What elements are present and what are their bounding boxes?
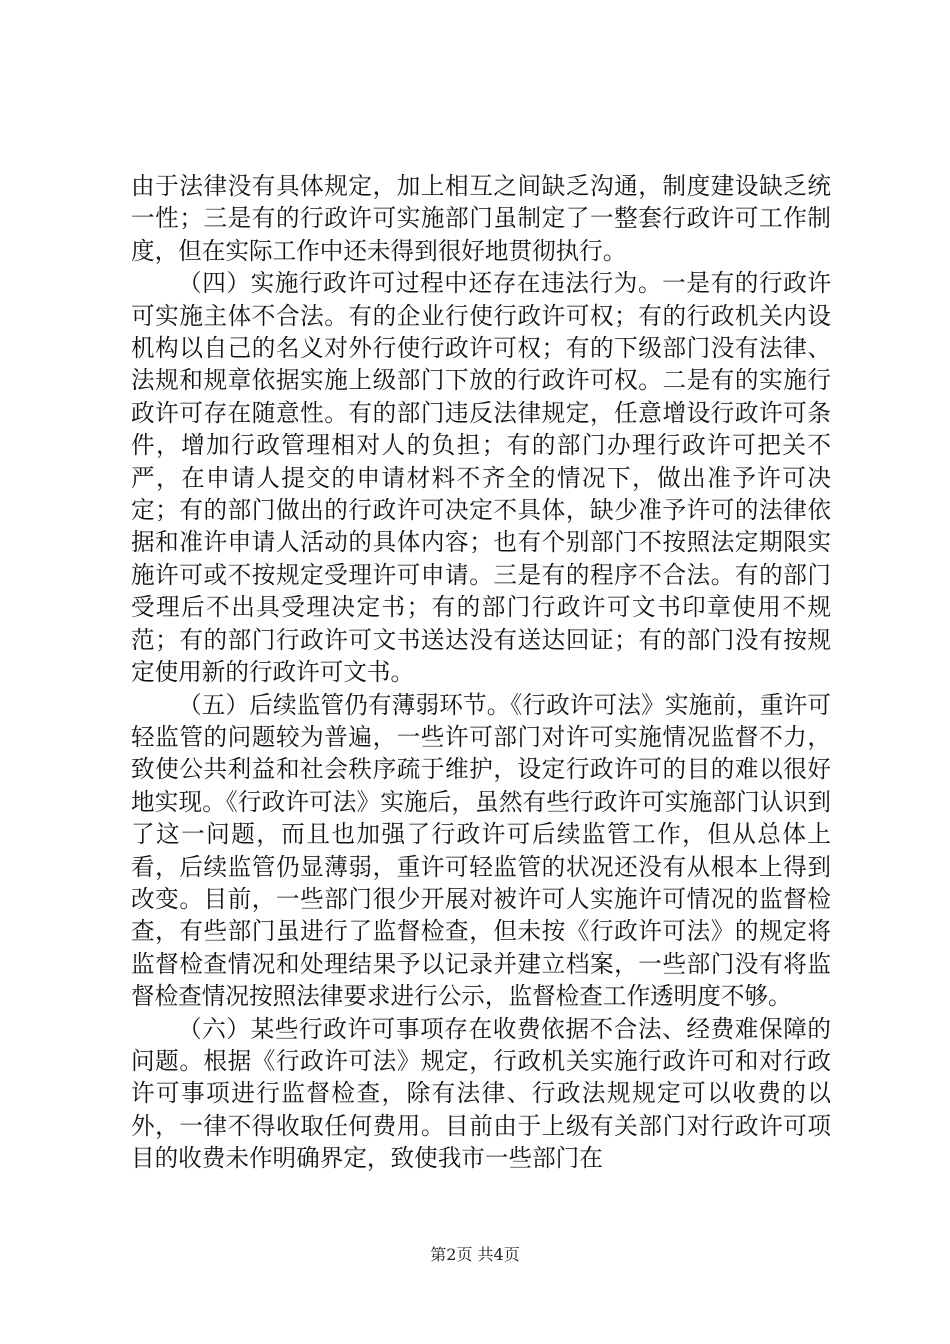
page-number-footer: 第2页 共4页 — [430, 1245, 520, 1264]
document-body — [131, 170, 831, 1175]
paragraph-section-4: （四）实施行政许可过程中还存在违法行为。一是有的行政许可实施主体不合法。有的企业行使行政许可权；有的行政机关内设机构以自己的名义对外行使行政许可权；有的下级部门没有法律、法规和规章依据实施上级部门下放的行政许可权。二是有的实施行政许可存在随意性。有的部门违反法律规定，任意增设行政许可条件，增加行政管理相对人的负担；有的部门办理行政许可把关不严，在申请人提交的申请材料不齐全的情况下，做出准予许可决定；有的部门做出的行政许可决定不具体，缺少准予许可的法律依据和准许申请人活动的具体内容；也有个别部门不按照法定期限实施许可或不按规定受理许可申请。三是有的程序不合法。有的部门受理后不出具受理决定书；有的部门行政许可文书印章使用不规范；有的部门行政许可文书送达没有送达回证；有的部门没有按规定使用新的行政许可文书。 — [131, 269, 831, 687]
paragraph-section-5: （五）后续监管仍有薄弱环节。《行政许可法》实施前，重许可轻监管的问题较为普遍，一些许可部门对许可实施情况监督不力，致使公共利益和社会秩序疏于维护，设定行政许可的目的难以很好地实现。《行政许可法》实施后，虽然有些行政许可实施部门认识到了这一问题，而且也加强了行政许可后续监管工作，但从总体上看，后续监管仍显薄弱，重许可轻监管的状况还没有从根本上得到改变。目前，一些部门很少开展对被许可人实施许可情况的监督检查，有些部门虽进行了监督检查，但未按《行政许可法》的规定将监督检查情况和处理结果予以记录并建立档案，一些部门没有将监督检查情况按照法律要求进行公示，监督检查工作透明度不够。 — [131, 690, 831, 1011]
paragraph-continuation: 由于法律没有具体规定，加上相互之间缺乏沟通，制度建设缺乏统一性；三是有的行政许可实施部门虽制定了一整套行政许可工作制度，但在实际工作中还未得到很好地贯彻执行。 — [131, 172, 831, 265]
paragraph-section-6: （六）某些行政许可事项存在收费依据不合法、经费难保障的问题。根据《行政许可法》规定，行政机关实施行政许可和对行政许可事项进行监督检查，除有法律、行政法规规定可以收费的以外，一律不得收取任何费用。目前由于上级有关部门对行政许可项目的收费未作明确界定，致使我市一些部门在 — [131, 1014, 831, 1173]
